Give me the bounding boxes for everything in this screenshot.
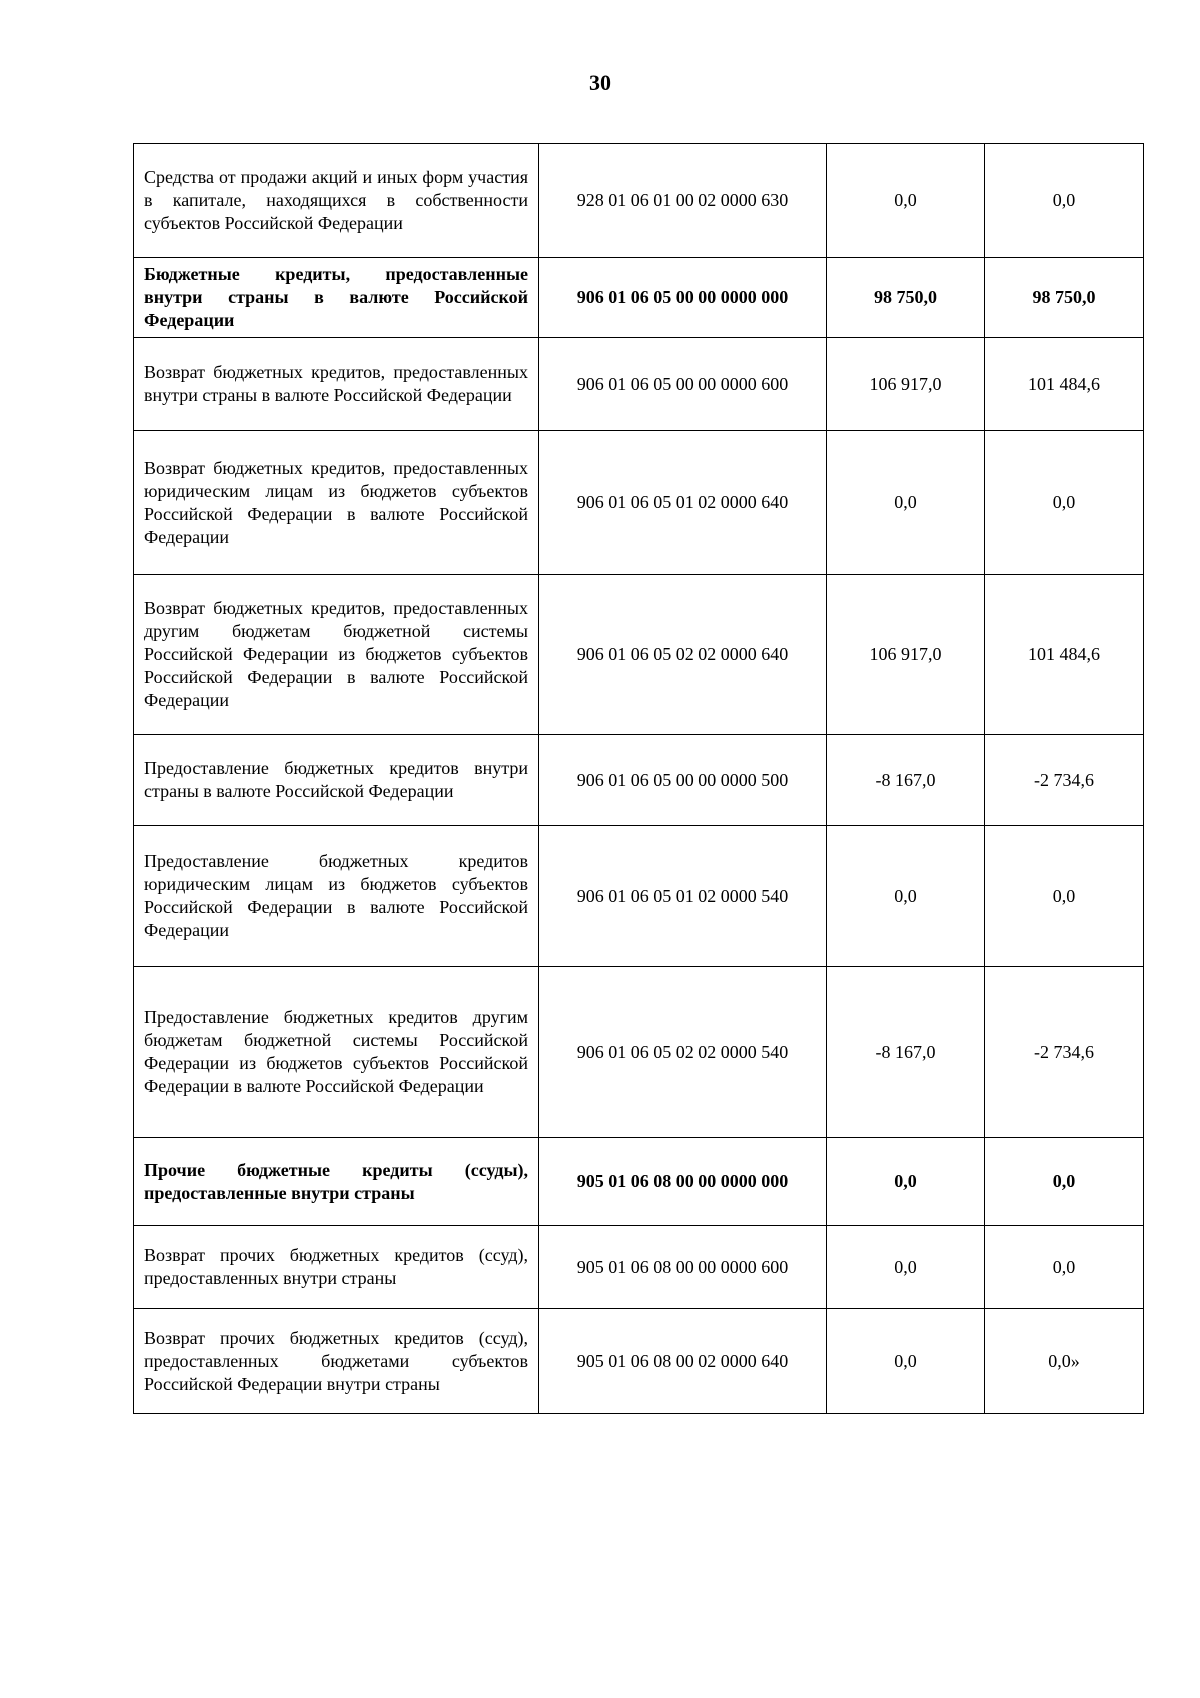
- row-value-1-cell: 98 750,0: [827, 258, 985, 338]
- row-value-2-cell: 101 484,6: [985, 338, 1144, 431]
- row-value-2-cell: 101 484,6: [985, 575, 1144, 735]
- table-row: [134, 1309, 1144, 1414]
- table-row: [134, 258, 1144, 338]
- table-row: [134, 431, 1144, 575]
- row-code-cell: 906 01 06 05 00 00 0000 500: [539, 735, 827, 826]
- row-value-2-cell: -2 734,6: [985, 735, 1144, 826]
- row-code-cell: 906 01 06 05 02 02 0000 640: [539, 575, 827, 735]
- table-row: [134, 826, 1144, 967]
- row-value-1-cell: 0,0: [827, 431, 985, 575]
- row-value-1-cell: -8 167,0: [827, 735, 985, 826]
- table-row: [134, 1138, 1144, 1226]
- row-value-2-cell: -2 734,6: [985, 967, 1144, 1138]
- page-number: 30: [589, 70, 611, 95]
- row-value-2-cell: 98 750,0: [985, 258, 1144, 338]
- row-value-1-cell: 106 917,0: [827, 575, 985, 735]
- row-value-2-cell: 0,0: [985, 144, 1144, 258]
- row-value-2-cell: 0,0»: [985, 1309, 1144, 1414]
- row-value-2-cell: 0,0: [985, 826, 1144, 967]
- row-name-cell: Средства от продажи акций и иных форм участия в капитале, находящихся в собственности субъектов Российской Федерации: [134, 144, 539, 258]
- row-name-cell: Прочие бюджетные кредиты (ссуды), предоставленные внутри страны: [134, 1138, 539, 1226]
- row-value-1-cell: 106 917,0: [827, 338, 985, 431]
- row-value-2-cell: 0,0: [985, 1138, 1144, 1226]
- row-value-1-cell: 0,0: [827, 144, 985, 258]
- row-code-cell: 906 01 06 05 01 02 0000 540: [539, 826, 827, 967]
- table-row: [134, 967, 1144, 1138]
- row-value-1-cell: 0,0: [827, 1309, 985, 1414]
- row-value-1-cell: 0,0: [827, 826, 985, 967]
- row-name-cell: Предоставление бюджетных кредитов юридическим лицам из бюджетов субъектов Российской Федерации в валюте Российской Федерации: [134, 826, 539, 967]
- row-value-2-cell: 0,0: [985, 1226, 1144, 1309]
- row-name-cell: Возврат прочих бюджетных кредитов (ссуд), предоставленных внутри страны: [134, 1226, 539, 1309]
- row-name-cell: Возврат прочих бюджетных кредитов (ссуд), предоставленных бюджетами субъектов Российской Федерации внутри страны: [134, 1309, 539, 1414]
- row-code-cell: 906 01 06 05 00 00 0000 000: [539, 258, 827, 338]
- table-row: [134, 1226, 1144, 1309]
- row-code-cell: 906 01 06 05 00 00 0000 600: [539, 338, 827, 431]
- table-row: [134, 144, 1144, 258]
- table-row: [134, 575, 1144, 735]
- row-value-1-cell: 0,0: [827, 1226, 985, 1309]
- table-body: [134, 144, 1144, 1414]
- row-name-cell: Возврат бюджетных кредитов, предоставленных внутри страны в валюте Российской Федерации: [134, 338, 539, 431]
- row-code-cell: 905 01 06 08 00 02 0000 640: [539, 1309, 827, 1414]
- row-code-cell: 905 01 06 08 00 00 0000 600: [539, 1226, 827, 1309]
- row-name-cell: Возврат бюджетных кредитов, предоставленных другим бюджетам бюджетной системы Российской Федерации из бюджетов субъектов Российской Федерации в валюте Российской Федерации: [134, 575, 539, 735]
- row-name-cell: Предоставление бюджетных кредитов внутри страны в валюте Российской Федерации: [134, 735, 539, 826]
- row-code-cell: 906 01 06 05 01 02 0000 640: [539, 431, 827, 575]
- table-row: [134, 735, 1144, 826]
- budget-sources-table: [133, 143, 1144, 1414]
- row-value-2-cell: 0,0: [985, 431, 1144, 575]
- row-name-cell: Возврат бюджетных кредитов, предоставленных юридическим лицам из бюджетов субъектов Российской Федерации в валюте Российской Федерации: [134, 431, 539, 575]
- row-name-cell: Предоставление бюджетных кредитов другим бюджетам бюджетной системы Российской Федерации из бюджетов субъектов Российской Федерации в валюте Российской Федерации: [134, 967, 539, 1138]
- row-name-cell: Бюджетные кредиты, предоставленные внутри страны в валюте Российской Федерации: [134, 258, 539, 338]
- row-code-cell: 905 01 06 08 00 00 0000 000: [539, 1138, 827, 1226]
- row-code-cell: 906 01 06 05 02 02 0000 540: [539, 967, 827, 1138]
- row-value-1-cell: 0,0: [827, 1138, 985, 1226]
- table-row: [134, 338, 1144, 431]
- row-code-cell: 928 01 06 01 00 02 0000 630: [539, 144, 827, 258]
- row-value-1-cell: -8 167,0: [827, 967, 985, 1138]
